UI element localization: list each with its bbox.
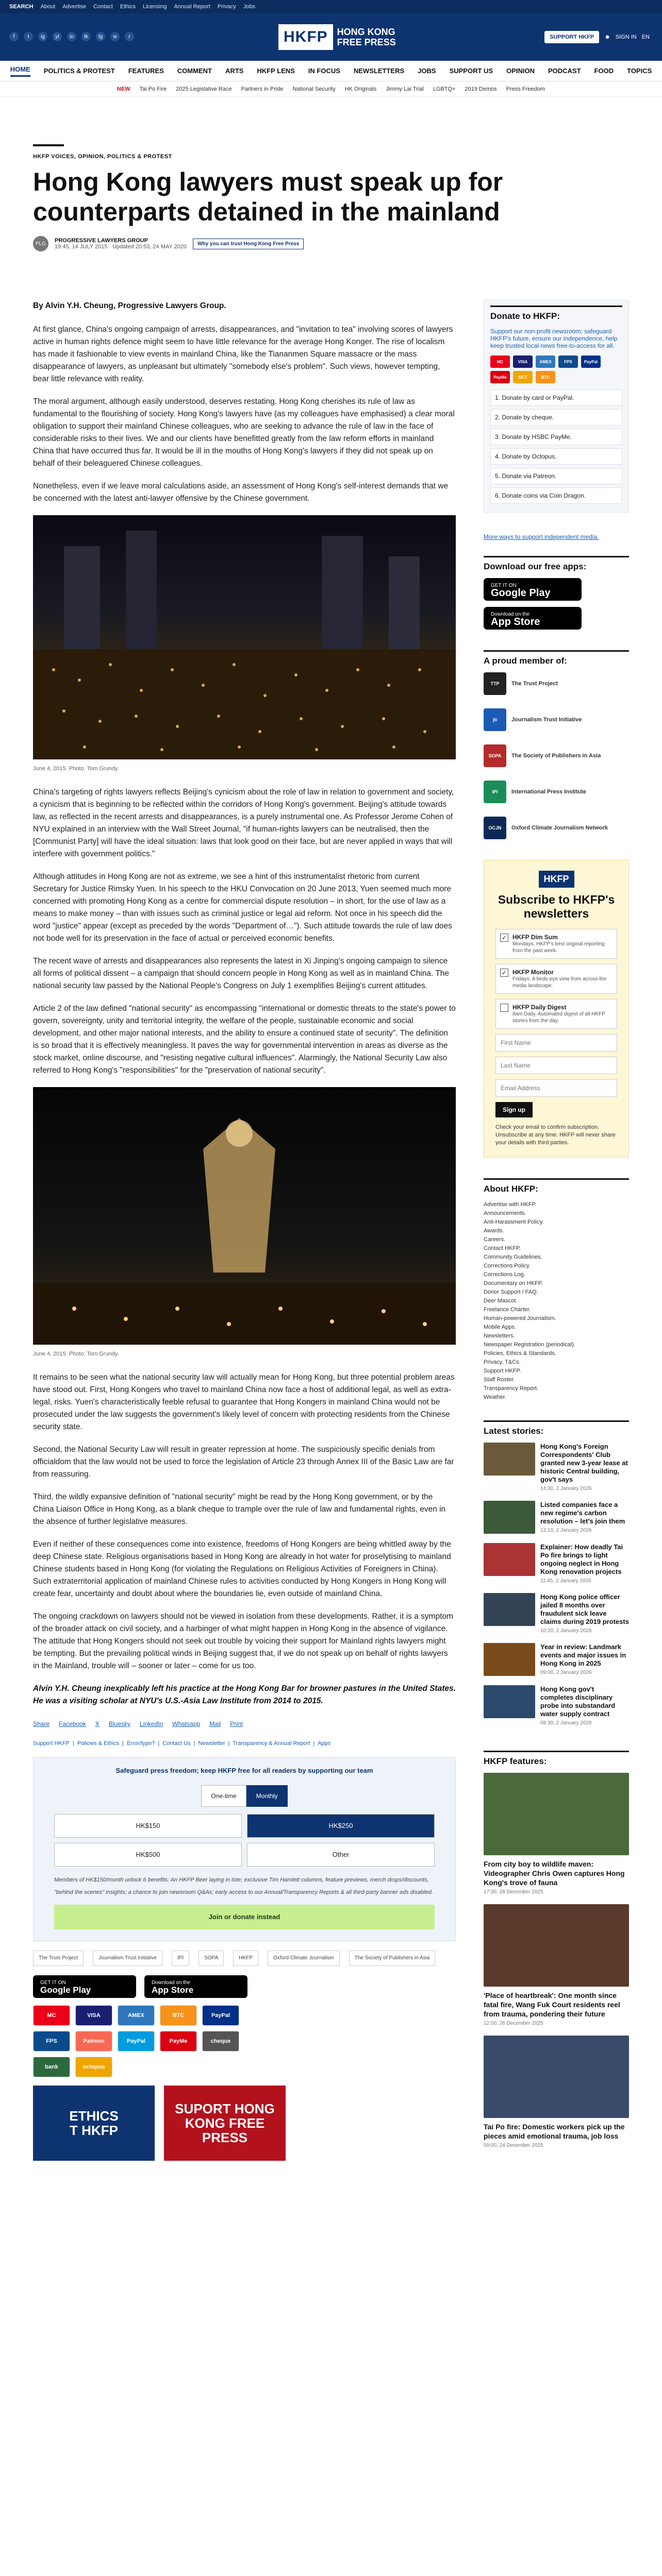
- tag-new-label: NEW: [117, 86, 130, 92]
- option-text: [512, 1004, 613, 1024]
- story-thumbnail[interactable]: [484, 1593, 535, 1626]
- promo-banners: [33, 2086, 456, 2161]
- user-icon[interactable]: ☻: [604, 34, 610, 40]
- feature-thumbnail[interactable]: [484, 1773, 629, 1855]
- feature-title[interactable]: From city boy to wildlife maven: Videographer Chris Owen captures Hong Kong's trove of fauna: [484, 1860, 625, 1887]
- ipi-logo: IPI: [484, 781, 506, 803]
- site-header: [0, 13, 662, 61]
- story-title[interactable]: Hong Kong gov't completes disciplinary probe into substandard water supply contract: [540, 1685, 616, 1718]
- policy-link[interactable]: Transparency & Annual Report: [233, 1740, 310, 1747]
- promo-line2: KONG FREE PRESS: [185, 2115, 265, 2145]
- paragraph: The recent wave of arrests and disappearances also represents the latest in Xi Jinping's ongoing campaign to silence all forms of political dissent – a campaign that should concern people in Hong Kong as well as in mainland China. The national security law passed by the National People's Congress on July 1 exemplifies Beijing's current attitudes.: [33, 957, 450, 990]
- article-body: [33, 300, 456, 2161]
- donate-step[interactable]: 3. Donate by HSBC PayMe.: [490, 429, 622, 445]
- article-title: Hong Kong lawyers must speak up for counterparts detained in the mainland: [33, 167, 503, 226]
- promo-line2: T HKFP: [70, 2123, 118, 2138]
- share-facebook[interactable]: Facebook: [59, 1720, 86, 1727]
- social-links: [9, 32, 134, 41]
- promo-line1: ETHICS: [69, 2108, 119, 2124]
- sidebar-donate-text[interactable]: Support our non-profit newsroom; safeguard HKFP's future, ensure our independence, help keep trusted local news free-to-access for all.: [490, 328, 618, 349]
- x-icon[interactable]: t: [24, 32, 33, 41]
- app-store-links: [33, 1975, 456, 1998]
- tiktok-icon[interactable]: tk: [81, 32, 91, 41]
- newsletter-fineprint: Check your email to confirm subscription. Unsubscribe at any time. HKFP will never share your details with third parties.: [495, 1124, 616, 1146]
- linkedin-icon[interactable]: in: [67, 32, 76, 41]
- option-title: HKFP Dim Sum: [512, 934, 558, 941]
- donation-note: Members of HK$150/month unlock 6 benefits: An HKFP Beer laying in tote; exclusive Tim Hamlett columns, feature previews, merch drops/discounts, "behind the scenes" insights; a chance to join newsroom Q&As; early access to our Annual/Transparency Reports & all third-party banner ads disabled.: [54, 1877, 433, 1895]
- nav-arts[interactable]: ARTS: [225, 67, 244, 75]
- story-text: [540, 1643, 629, 1676]
- logo-line2: FREE PRESS: [337, 37, 396, 47]
- author-bio: Alvin Y.H. Cheung inexplicably left his practice at the Hong Kong Bar for browner pastures in the United States. He was a visiting scholar at NYU's U.S.-Asia Law Institute from 2014 to 2015.: [33, 1684, 456, 1705]
- youtube-icon[interactable]: yt: [53, 32, 62, 41]
- rss-icon[interactable]: r: [125, 32, 134, 41]
- nav-lens[interactable]: HKFP LENS: [257, 67, 295, 75]
- trust-badge[interactable]: Why you can trust Hong Kong Free Press: [193, 239, 304, 249]
- about-link[interactable]: Freelance Charter.: [484, 1307, 531, 1313]
- sidebar-pay-icons: [490, 355, 622, 383]
- first-name-field[interactable]: [495, 1034, 617, 1052]
- member-label: The Trust Project: [511, 681, 558, 687]
- member-label: International Press Institute: [511, 789, 586, 795]
- about-heading: About HKFP:: [484, 1178, 629, 1194]
- about-link[interactable]: Mobile Apps.: [484, 1324, 516, 1330]
- telegram-icon[interactable]: tg: [96, 32, 105, 41]
- member-heading: A proud member of:: [484, 650, 629, 666]
- octopus-icon[interactable]: OCT: [513, 371, 533, 383]
- sidebar: [484, 300, 629, 2158]
- spacer: [484, 1735, 629, 1751]
- facebook-icon[interactable]: f: [9, 32, 19, 41]
- member-ipi[interactable]: [484, 781, 629, 803]
- feature-story[interactable]: [484, 1773, 629, 1895]
- paragraph: Nonetheless, even if we leave moral calculations aside, an assessment of Hong Kong's self-interest demands that we be concerned with the latest anti-lawyer offensive by the Chinese government.: [33, 482, 449, 503]
- member-jti[interactable]: [484, 708, 629, 731]
- donate-step[interactable]: 5. Donate via Patreon.: [490, 468, 622, 484]
- support-hkfp-button[interactable]: SUPPORT HKFP: [544, 31, 599, 43]
- share-bluesky[interactable]: Bluesky: [108, 1720, 130, 1727]
- donate-step[interactable]: 4. Donate by Octopus.: [490, 448, 622, 465]
- article-header: [33, 144, 629, 251]
- newsletter-heading: Subscribe to HKFP's newsletters: [498, 893, 615, 920]
- paragraph: Even if neither of these consequences come into existence, freedoms of Hong Kongers are being whittled away by the deep Chinese state. Religious organisations based in Hong Kong are already in hot water for proselytising to mainland Chinese students based in Hong Kong (for violating the Regulations on Religious Activities of Foreigners in China). Such extraterritorial application of mainland Chinese rules to activities conducted by Hong Kongers in Hong Kong will create fear, uncertainty and doubt about where the boundaries lie, even outside of mainland China.: [33, 1540, 451, 1598]
- more-ways-link[interactable]: More ways to support independent media.: [484, 533, 599, 540]
- instagram-icon[interactable]: ig: [38, 32, 47, 41]
- about-link[interactable]: Community Guidelines.: [484, 1254, 542, 1260]
- policy-links: Support HKFP | Policies & Ethics | Error/typo? | Contact Us | Newsletter | Transparency & Annual Report | Apps: [33, 1737, 456, 1750]
- nav-topics[interactable]: TOPICS: [627, 67, 652, 75]
- about-link[interactable]: Corrections Log.: [484, 1272, 525, 1278]
- payme-icon[interactable]: PayMe: [490, 371, 510, 383]
- story-title[interactable]: Hong Kong police officer jailed 8 months over fraudulent sick leave claims during 2019 protests: [540, 1593, 629, 1625]
- header-rule: [33, 144, 64, 146]
- paragraph: It remains to be seen what the national security law will actually mean for Hong Kong, but three potential problem areas have stood out. First, Hong Kongers who travel to mainland China now face a host of additional legal, as well as extra-legal, risks. Yuen's characteristically feeble refusal to guarantee that Hong Kongers in mainland China would not be prosecuted under the law suggests the government's likely level of concern with protecting residents from the Chinese security state.: [33, 1373, 455, 1431]
- main-nav: [0, 61, 662, 81]
- about-link[interactable]: Donor Support / FAQ.: [484, 1289, 538, 1295]
- join-button[interactable]: Join or donate instead: [54, 1905, 435, 1929]
- about-link[interactable]: Careers.: [484, 1236, 506, 1243]
- donate-step[interactable]: 2. Donate by cheque.: [490, 409, 622, 426]
- newsletter-logo-wrap: [495, 871, 617, 888]
- octopus-icon[interactable]: octopus: [75, 2057, 112, 2077]
- story-date: 09:00, 2 January 2026: [540, 1670, 592, 1675]
- checkbox-checked-icon[interactable]: ✓: [500, 934, 508, 942]
- story-text: [540, 1543, 629, 1584]
- paragraph: Although attitudes in Hong Kong are not as extreme, we see a hint of this instrumentalist rhetoric from current Secretary for Justice Rimsky Yuen. In his speech to the HKU Convocation on 20 June 2013, Yuen seemed much more concerned with promoting Hong Kong as a centre for commercial dispute resolution – in short, for the use of law as a means to make money – than with issues such as criminal justice or legal aid reform. Not once in his speech did the word "justice" appear (except as preceded by the words "Department of…"). Such attitude towards the rule of law does not bode well for its preservation in the face of actual or perceived economic benefits.: [33, 872, 452, 943]
- header-actions: [544, 31, 650, 43]
- feature-thumbnail[interactable]: [484, 1904, 629, 1987]
- about-link[interactable]: Documentary on HKFP.: [484, 1280, 543, 1286]
- about-link[interactable]: Advertise with HKFP.: [484, 1201, 537, 1208]
- about-link[interactable]: Privacy, T&Cs.: [484, 1359, 521, 1365]
- donate-step[interactable]: 6. Donate coins via Coin Dragon.: [490, 487, 622, 504]
- topbar-jobs[interactable]: Jobs: [243, 4, 256, 10]
- story-title[interactable]: Listed companies face a new regime's carbon resolution – let's join them: [540, 1501, 625, 1525]
- nav-in-focus[interactable]: IN FOCUS: [308, 67, 340, 75]
- paragraph: At first glance, China's ongoing campaign of arrests, disappearances, and "invitation to tea" involving scores of lawyers active in human rights defence might seem to have little relevance for the average Hong Konger. The rise of localism has made it fashionable to view events in mainland China, like the Tiananmen Square massacre or the mass disappearance of lawyers, as unpleasant but ultimately "somebody else's problem". Such views, however tempting, bear little relevance with reality.: [33, 325, 453, 383]
- member-trust-project[interactable]: [484, 672, 629, 695]
- story-text: [540, 1443, 629, 1492]
- badge[interactable]: HKFP: [233, 1951, 258, 1966]
- paypal-icon[interactable]: PayPal: [202, 2005, 239, 2026]
- story-text: [540, 1501, 629, 1534]
- latest-story[interactable]: [484, 1501, 629, 1534]
- policy-link[interactable]: Error/typo?: [126, 1740, 155, 1747]
- story-thumbnail[interactable]: [484, 1501, 535, 1534]
- sidebar-donate: [484, 300, 629, 513]
- share-mail[interactable]: Mail: [209, 1720, 221, 1727]
- option-text: [512, 934, 613, 954]
- feature-title[interactable]: Tai Po fire: Domestic workers pick up the pieces amid emotional trauma, job loss: [484, 2123, 625, 2140]
- option-desc: 8am Daily. Automated digest of all HKFP stories from the day.: [512, 1011, 605, 1024]
- about-link[interactable]: Support HKFP.: [484, 1368, 521, 1374]
- topbar-search[interactable]: SEARCH: [9, 4, 34, 10]
- tag-item[interactable]: 2019 Demos: [465, 86, 497, 92]
- amex-icon[interactable]: AMEX: [536, 355, 555, 368]
- share-label: Share: [33, 1720, 50, 1727]
- checkbox-checked-icon[interactable]: ✓: [500, 969, 508, 977]
- donate-steps: [490, 389, 622, 504]
- promo-text: [164, 2102, 286, 2145]
- sidebar-app-store-button[interactable]: [484, 607, 582, 630]
- ethics-promo[interactable]: [33, 2086, 155, 2161]
- badge[interactable]: The Trust Project: [33, 1951, 84, 1966]
- about-link[interactable]: Newsletters.: [484, 1333, 515, 1339]
- tab-monthly[interactable]: Monthly: [246, 1785, 288, 1807]
- member-label: Journalism Trust Initiative: [511, 717, 582, 723]
- policy-link[interactable]: Policies & Ethics: [77, 1740, 120, 1747]
- byline: [33, 236, 629, 251]
- as-small: Download on the: [491, 612, 530, 617]
- nav-jobs[interactable]: JOBS: [418, 67, 436, 75]
- nav-politics[interactable]: POLITICS & PROTEST: [43, 67, 115, 75]
- promo-text: [69, 2109, 118, 2138]
- nav-podcast[interactable]: PODCAST: [548, 67, 581, 75]
- story-thumbnail[interactable]: [484, 1643, 535, 1676]
- paragraph: Third, the wildly expansive definition of "national security" might be read by the Hong Kong government, or by the China Liaison Office in Hong Kong, as a blank cheque to trample over the rule of law and fundamental rights, even in the absence of further legislative measures.: [33, 1493, 446, 1526]
- topbar-licensing[interactable]: Licensing: [142, 4, 167, 10]
- apps-heading: Download our free apps:: [484, 556, 629, 572]
- app-store-button[interactable]: [144, 1975, 247, 1998]
- article-lead: By Alvin Y.H. Cheung, Progressive Lawyers Group.: [33, 301, 226, 310]
- amex-icon[interactable]: AMEX: [118, 2005, 155, 2026]
- latest-story[interactable]: [484, 1643, 629, 1676]
- article-dates: 19:45, 14 JULY 2015 · Updated 20:53, 24 MAY 2020: [55, 244, 187, 250]
- option-title: HKFP Monitor: [512, 969, 554, 976]
- visa-icon[interactable]: VISA: [75, 2005, 112, 2026]
- story-text: [540, 1593, 629, 1634]
- badge[interactable]: SOPA: [198, 1951, 224, 1966]
- badge[interactable]: IPI: [172, 1951, 189, 1966]
- newsletter-option-monitor[interactable]: [495, 964, 617, 994]
- about-link[interactable]: Newspaper Registration (periodical).: [484, 1342, 575, 1348]
- newsletter-option-dimsum[interactable]: [495, 929, 617, 959]
- paypal-icon[interactable]: PayPal: [581, 355, 601, 368]
- amount-option[interactable]: HK$150: [54, 1814, 242, 1838]
- donation-widget: [33, 1757, 456, 1941]
- story-title[interactable]: Hong Kong's Foreign Correspondents' Club granted new 3-year lease at historic Central building, gov't says: [540, 1443, 628, 1483]
- sidebar-google-play-button[interactable]: [484, 578, 582, 601]
- story-date: 10:20, 2 January 2026: [540, 1628, 592, 1634]
- about-link[interactable]: Contact HKFP.: [484, 1245, 521, 1251]
- about-link[interactable]: Transparency Report.: [484, 1385, 538, 1392]
- tab-one-time[interactable]: One-time: [201, 1785, 246, 1807]
- photo-caption: June 4, 2015. Photo: Tom Grundy.: [33, 1351, 119, 1357]
- about-link[interactable]: Human-powered Journalism.: [484, 1315, 556, 1321]
- sign-up-button[interactable]: Sign up: [495, 1102, 533, 1117]
- feature-story[interactable]: [484, 1904, 629, 2026]
- share-x[interactable]: X: [95, 1720, 100, 1727]
- gp-small: GET IT ON: [491, 583, 517, 588]
- bitcoin-icon[interactable]: BTC: [536, 371, 555, 383]
- latest-story[interactable]: [484, 1593, 629, 1634]
- latest-story[interactable]: [484, 1685, 629, 1726]
- tag-item[interactable]: Press Freedom: [506, 86, 545, 92]
- story-text: [540, 1685, 629, 1726]
- patreon-icon[interactable]: Patreon: [75, 2031, 112, 2052]
- language-switch[interactable]: EN: [641, 34, 650, 40]
- option-desc: Fridays. A birds-eye view from across the media landscape.: [512, 976, 607, 989]
- photo-candle-statue-art: [33, 1087, 456, 1345]
- policy-link[interactable]: Support HKFP: [33, 1740, 70, 1747]
- sopa-logo: SOPA: [484, 744, 506, 767]
- member-badges: [33, 1951, 456, 1966]
- story-date: 08:30, 2 January 2026: [540, 1720, 592, 1726]
- tag-item[interactable]: LGBTQ+: [433, 86, 456, 92]
- member-label: Oxford Climate Journalism Network: [511, 825, 608, 831]
- paragraph: The ongoing crackdown on lawyers should not be viewed in isolation from these developments. Rather, it is a symptom of the broader attack on civil society, and a harbinger of what might happen in Hong Kong in the absence of vigilance. The attitude that Hong Kongers should not seek out trouble by voicing their support for Mainland rights lawyers might be tempting. But the prevailing political winds in Beijing suggest that, if we do not speak up on behalf of rights lawyers in the Mainland, trouble will – sooner or later – come for us too.: [33, 1612, 454, 1670]
- about-link[interactable]: Corrections Policy.: [484, 1263, 531, 1269]
- tag-item[interactable]: 2025 Legislative Race: [176, 86, 232, 92]
- sign-in-link[interactable]: SIGN IN: [615, 34, 637, 40]
- story-thumbnail[interactable]: [484, 1543, 535, 1576]
- about-link[interactable]: Awards.: [484, 1228, 504, 1234]
- payme-icon[interactable]: PayMe: [160, 2031, 197, 2052]
- policy-link[interactable]: Contact Us: [162, 1740, 191, 1747]
- policy-link[interactable]: Newsletter: [198, 1740, 225, 1747]
- share-print[interactable]: Print: [230, 1720, 243, 1727]
- tag-item[interactable]: Tai Po Fire: [139, 86, 167, 92]
- paragraph: Article 2 of the law defined "national security" as encompassing "international or domestic threats to the state's power to govern, sovereignty, unity and territorial integrity, the welfare of the people, sustainable economic and social development, and other major national interests, and the ability to ensure a continued state of security". The definition is so broad that it is effectively meaningless. It paves the way for governmental intervention in areas as diverse as the stock market, online discourse, and "resisting negative cultural influences". Alarmingly, the National Security Law also referred to Hong Kong's "responsibilities" for the "preservation of national security".: [33, 1004, 456, 1075]
- amount-option-selected[interactable]: HK$250: [247, 1814, 435, 1838]
- topbar-annual-report[interactable]: Annual Report: [174, 4, 210, 10]
- promo-line1: SUPORT HONG: [175, 2101, 275, 2116]
- amount-option-other[interactable]: Other: [247, 1843, 435, 1867]
- latest-heading: Latest stories:: [484, 1420, 629, 1436]
- photo-vigil-crowd[interactable]: [33, 515, 456, 759]
- logo-mark: HKFP: [278, 24, 333, 50]
- as-small: Download on the: [152, 1980, 191, 1986]
- cheque-icon[interactable]: cheque: [202, 2031, 239, 2052]
- logo-words: [337, 27, 396, 47]
- share-linkedin[interactable]: LinkedIn: [139, 1720, 163, 1727]
- bitcoin-icon[interactable]: BTC: [160, 2005, 197, 2026]
- story-date: 14:30, 2 January 2026: [540, 1486, 592, 1492]
- photo-caption: June 4, 2015. Photo: Tom Grundy.: [33, 766, 119, 772]
- whatsapp-icon[interactable]: w: [110, 32, 120, 41]
- tag-item[interactable]: National Security: [292, 86, 336, 92]
- author-name[interactable]: PROGRESSIVE LAWYERS GROUP: [55, 238, 148, 244]
- topbar-privacy[interactable]: Privacy: [217, 4, 236, 10]
- feature-thumbnail[interactable]: [484, 2036, 629, 2118]
- nav-home[interactable]: HOME: [10, 65, 30, 77]
- about-link[interactable]: Staff Roster.: [484, 1377, 515, 1383]
- byline-text: [55, 238, 187, 250]
- mastercard-icon[interactable]: MC: [33, 2005, 70, 2026]
- about-link[interactable]: Anti-Harassment Policy.: [484, 1219, 544, 1225]
- feature-story[interactable]: [484, 2036, 629, 2148]
- gp-small: GET IT ON: [40, 1980, 66, 1986]
- as-big: App Store: [491, 616, 540, 628]
- spacer: [484, 1158, 629, 1178]
- author-avatar: PLG: [33, 236, 48, 251]
- story-thumbnail[interactable]: [484, 1685, 535, 1718]
- story-date: 11:45, 2 January 2026: [540, 1578, 591, 1584]
- nav-comment[interactable]: COMMENT: [177, 67, 212, 75]
- topbar-contact[interactable]: Contact: [93, 4, 113, 10]
- topbar-advertise[interactable]: Advertise: [62, 4, 87, 10]
- story-thumbnail[interactable]: [484, 1443, 535, 1476]
- story-date: 13:10, 2 January 2026: [540, 1528, 592, 1533]
- fps-icon[interactable]: FPS: [33, 2031, 70, 2052]
- option-text: [512, 969, 613, 989]
- visa-icon[interactable]: VISA: [513, 355, 533, 368]
- about-link[interactable]: Announcements.: [484, 1210, 526, 1216]
- about-link[interactable]: Weather.: [484, 1394, 506, 1400]
- topbar-about[interactable]: About: [40, 4, 56, 10]
- newsletter-option-digest[interactable]: [495, 999, 617, 1029]
- photo-vigil-crowd-art: [33, 515, 456, 759]
- about-links: [484, 1200, 629, 1402]
- email-field[interactable]: [495, 1079, 617, 1097]
- donation-amounts: [54, 1814, 435, 1867]
- option-title: HKFP Daily Digest: [512, 1004, 567, 1011]
- top-utility-bar: [0, 0, 662, 13]
- mastercard-icon[interactable]: MC: [490, 355, 510, 368]
- payment-methods: [33, 2005, 260, 2077]
- gp-big: Google Play: [491, 587, 551, 599]
- latest-stories: [484, 1443, 629, 1726]
- donation-strap: Safeguard press freedom; keep HKFP free for all readers by supporting our team: [115, 1767, 373, 1774]
- donate-step[interactable]: 1. Donate by card or PayPal.: [490, 389, 622, 406]
- topbar-ethics[interactable]: Ethics: [120, 4, 136, 10]
- nav-newsletters[interactable]: NEWSLETTERS: [353, 67, 405, 75]
- tag-item[interactable]: Partners in Pride: [241, 86, 284, 92]
- member-sopa[interactable]: [484, 744, 629, 767]
- latest-story[interactable]: [484, 1543, 629, 1584]
- badge[interactable]: Journalism Trust Initiative: [93, 1951, 162, 1966]
- amount-option[interactable]: HK$500: [54, 1843, 242, 1867]
- member-label: The Society of Publishers in Asia: [511, 753, 601, 759]
- paragraph: The moral argument, although easily understood, deserves restating. Hong Kong cherishes its rule of law as fundamental to the flourishing of society. Hong Kong's lawyers have (as my colleagues have emphasised) a clear moral obligation to support their mainland Chinese colleagues, who are seeking to advance the rule of law in the face of considerable risks to their lives. We and our clients have benefitted greatly from the law reform efforts in mainland China that have occurred thus far. It would be ill in the mouths of Hong Kong's lawyers if they did not speak up on behalf of their beleaguered Chinese colleagues.: [33, 397, 455, 468]
- google-play-button[interactable]: [33, 1975, 136, 1998]
- paypal-icon[interactable]: PayPal: [118, 2031, 155, 2052]
- feature-stories: [484, 1773, 629, 2148]
- fps-icon[interactable]: FPS: [558, 355, 578, 368]
- badge[interactable]: The Society of Publishers in Asia: [349, 1951, 436, 1966]
- nav-support[interactable]: SUPPORT US: [449, 67, 493, 75]
- checkbox-icon[interactable]: [500, 1004, 508, 1012]
- paragraph: Second, the National Security Law will result in greater repression at home. The suspiciously specific denials from officialdom that the law would not be used to force the legislation of Article 23 through Annex III of the Basic Law are far from reassuring.: [33, 1445, 454, 1479]
- option-desc: Mondays. HKFP's best original reporting from the past week.: [512, 941, 605, 954]
- support-promo[interactable]: [164, 2086, 286, 2161]
- site-logo[interactable]: [278, 21, 396, 54]
- features-heading: HKFP features:: [484, 1751, 629, 1767]
- trending-tags: [0, 81, 662, 97]
- nav-opinion[interactable]: OPINION: [506, 67, 535, 75]
- share-whatsapp[interactable]: Whatsapp: [172, 1720, 201, 1727]
- jti-logo: jti: [484, 708, 506, 731]
- article-kicker[interactable]: HKFP VOICES, OPINION, POLITICS & PROTEST: [33, 154, 172, 160]
- feature-date: 12:00, 26 December 2025: [484, 2021, 543, 2026]
- trust-project-logo: TTP: [484, 672, 506, 695]
- gp-big: Google Play: [40, 1985, 91, 1995]
- sidebar-donate-heading: Donate to HKFP:: [490, 306, 622, 321]
- newsletter-logo: HKFP: [539, 871, 574, 888]
- newsletter-signup: [484, 860, 629, 1158]
- feature-date: 09:00, 24 December 2025: [484, 2143, 543, 2148]
- paragraph: China's targeting of rights lawyers reflects Beijing's cynicism about the role of law in relation to government and society, a cynicism that is beginning to be reflected within the corridors of Hong Kong's government. Beijing's attitude towards law, as reflected in the recent arrests and disappearances, is a purely instrumental one. As Professor Jerome Cohen of NYU explained in an interview with the Wall Street Journal, "if human-rights lawyers can be neutralised, then the [Communist Party] will have the ideal situation: laws that look good on their face, but are never applied in ways that will interfere with government politics.": [33, 788, 454, 858]
- story-title[interactable]: Year in review: Landmark events and major issues in Hong Kong in 2025: [540, 1643, 626, 1667]
- as-big: App Store: [152, 1985, 194, 1995]
- bank-icon[interactable]: bank: [33, 2057, 70, 2077]
- policy-link[interactable]: Apps: [318, 1740, 331, 1747]
- tag-item[interactable]: Jimmy Lai Trial: [386, 86, 424, 92]
- feature-title[interactable]: 'Place of heartbreak': One month since fatal fire, Wang Fuk Court residents reel from trauma, pondering their future: [484, 1991, 620, 2018]
- about-link[interactable]: Policies, Ethics & Standards.: [484, 1350, 556, 1357]
- badge[interactable]: Oxford Climate Journalism: [268, 1951, 340, 1966]
- tag-item[interactable]: HK Originals: [344, 86, 377, 92]
- photo-candle-statue[interactable]: [33, 1087, 456, 1345]
- nav-food[interactable]: FOOD: [594, 67, 614, 75]
- story-title[interactable]: Explainer: How deadly Tai Po fire brings to light ongoing neglect in Hong Kong renovation projects: [540, 1543, 623, 1575]
- share-bar: [33, 1718, 456, 1730]
- about-link[interactable]: Deer Mascot.: [484, 1298, 518, 1304]
- last-name-field[interactable]: [495, 1057, 617, 1074]
- member-oxford[interactable]: [484, 817, 629, 839]
- oxford-logo: OCJN: [484, 817, 506, 839]
- logo-line1: HONG KONG: [337, 27, 395, 37]
- feature-date: 17:00, 28 December 2025: [484, 1889, 543, 1895]
- nav-features[interactable]: FEATURES: [128, 67, 164, 75]
- donation-frequency-tabs: [54, 1785, 435, 1807]
- latest-story[interactable]: [484, 1443, 629, 1492]
